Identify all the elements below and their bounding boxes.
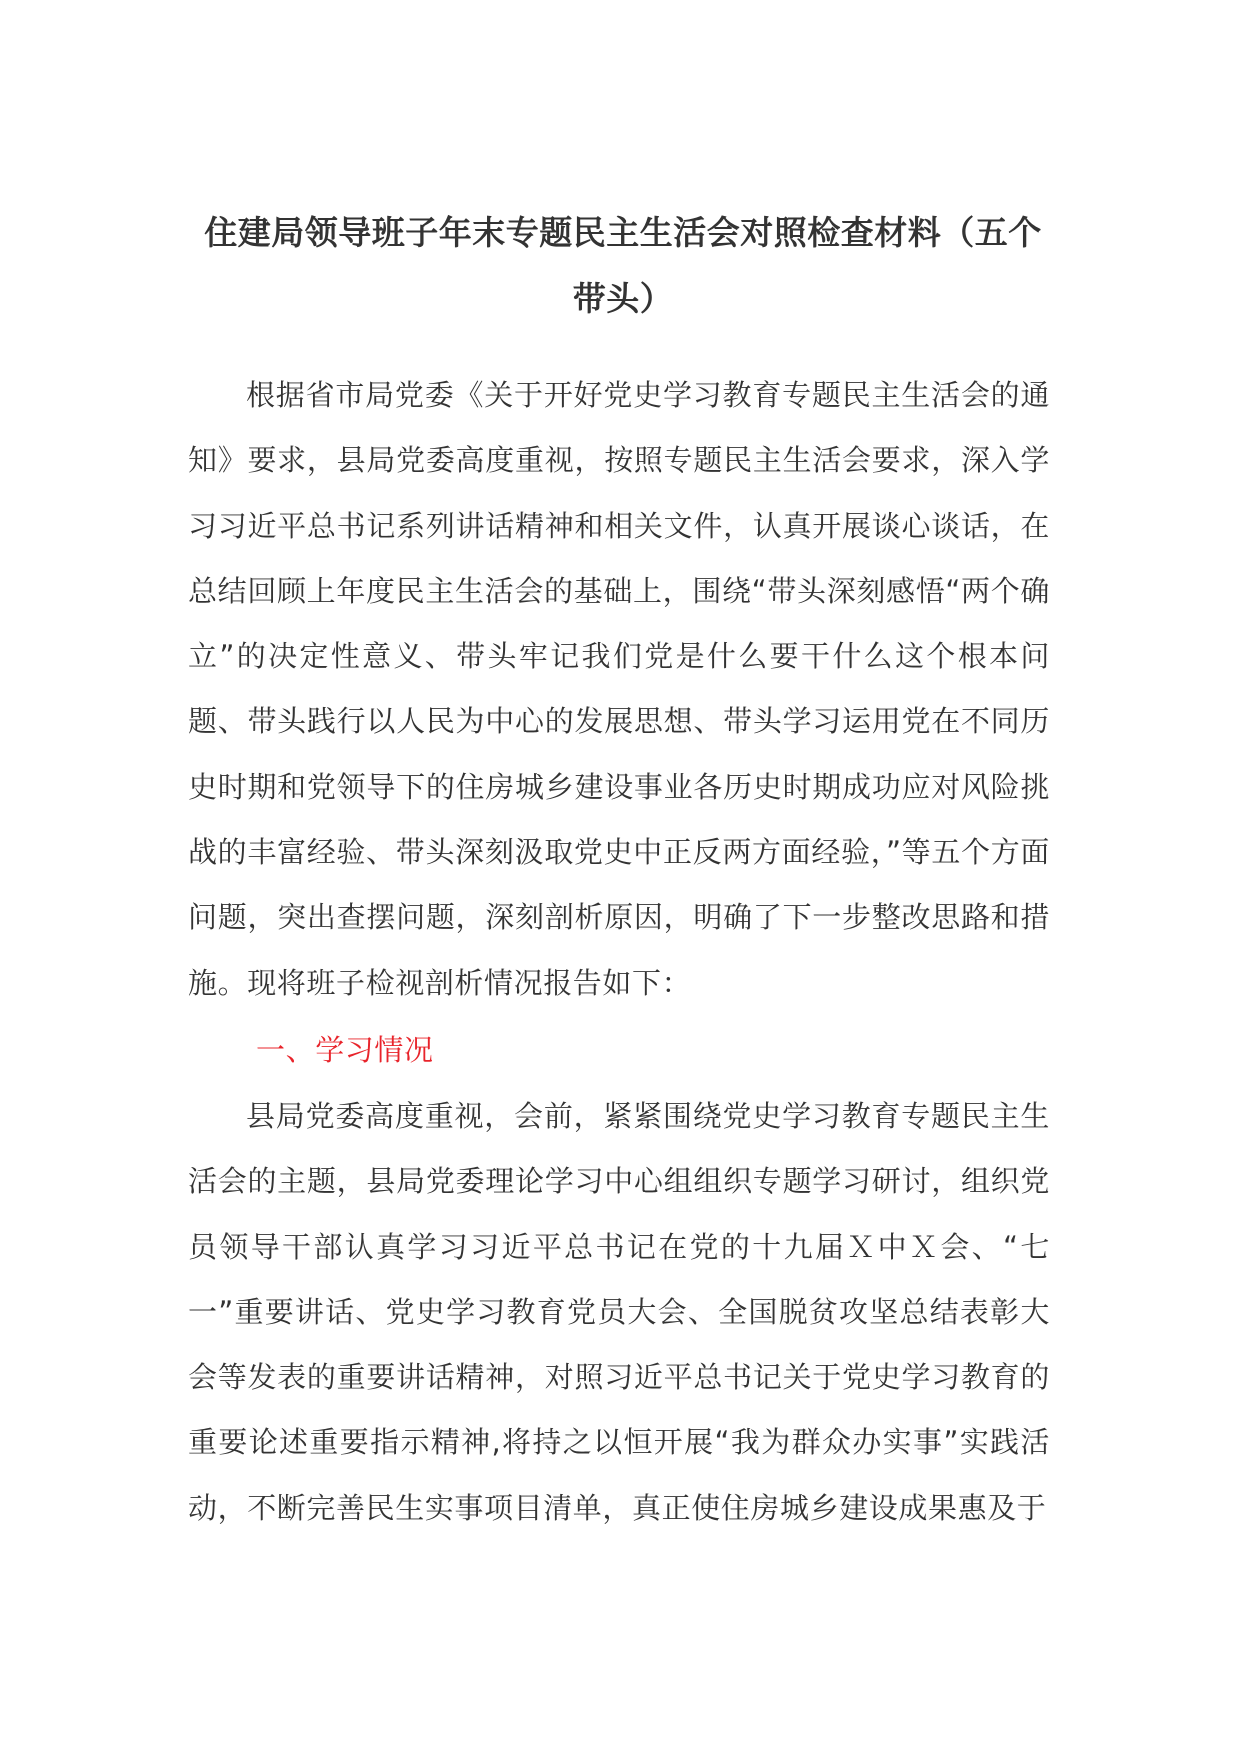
- document-title: 住建局领导班子年末专题民主生活会对照检查材料（五个带头）: [204, 213, 1042, 318]
- intro-paragraph: 根据省市局党委《关于开好党史学习教育专题民主生活会的通知》要求，县局党委高度重视，按照专题民主生活会要求，深入学习习近平总书记系列讲话精神和相关文件，认真开展谈心谈话，在总结回顾上年度民主生活会的基础上，围绕“带头深刻感悟“两个确立”的决定性意义、带头牢记我们党是什么要干什么这个根本问题、带头践行以人民为中心的发展思想、带头学习运用党在不同历史时期和党领导下的住房城乡建设事业各历史时期成功应对风险挑战的丰富经验、带头深刻汲取党史中正反两方面经验，”等五个方面问题，突出查摆问题，深刻剖析原因，明确了下一步整改思路和措施。现将班子检视剖析情况报告如下：: [188, 378, 1050, 1000]
- section-paragraph-study: 县局党委高度重视，会前，紧紧围绕党史学习教育专题民主生活会的主题，县局党委理论学习中心组组织专题学习研讨，组织党员领导干部认真学习习近平总书记在党的十九届Ｘ中Ｘ会、“七一”重要讲话、党史学习教育党员大会、全国脱贫攻坚总结表彰大会等发表的重要讲话精神，对照习近平总书记关于党史学习教育的重要论述重要指示精神,将持之以恒开展“我为群众办实事”实践活动，不断完善民生实事项目清单，真正使住房城乡建设成果惠及于: [188, 1099, 1050, 1525]
- section-heading-study: 一、学习情况: [256, 1033, 434, 1067]
